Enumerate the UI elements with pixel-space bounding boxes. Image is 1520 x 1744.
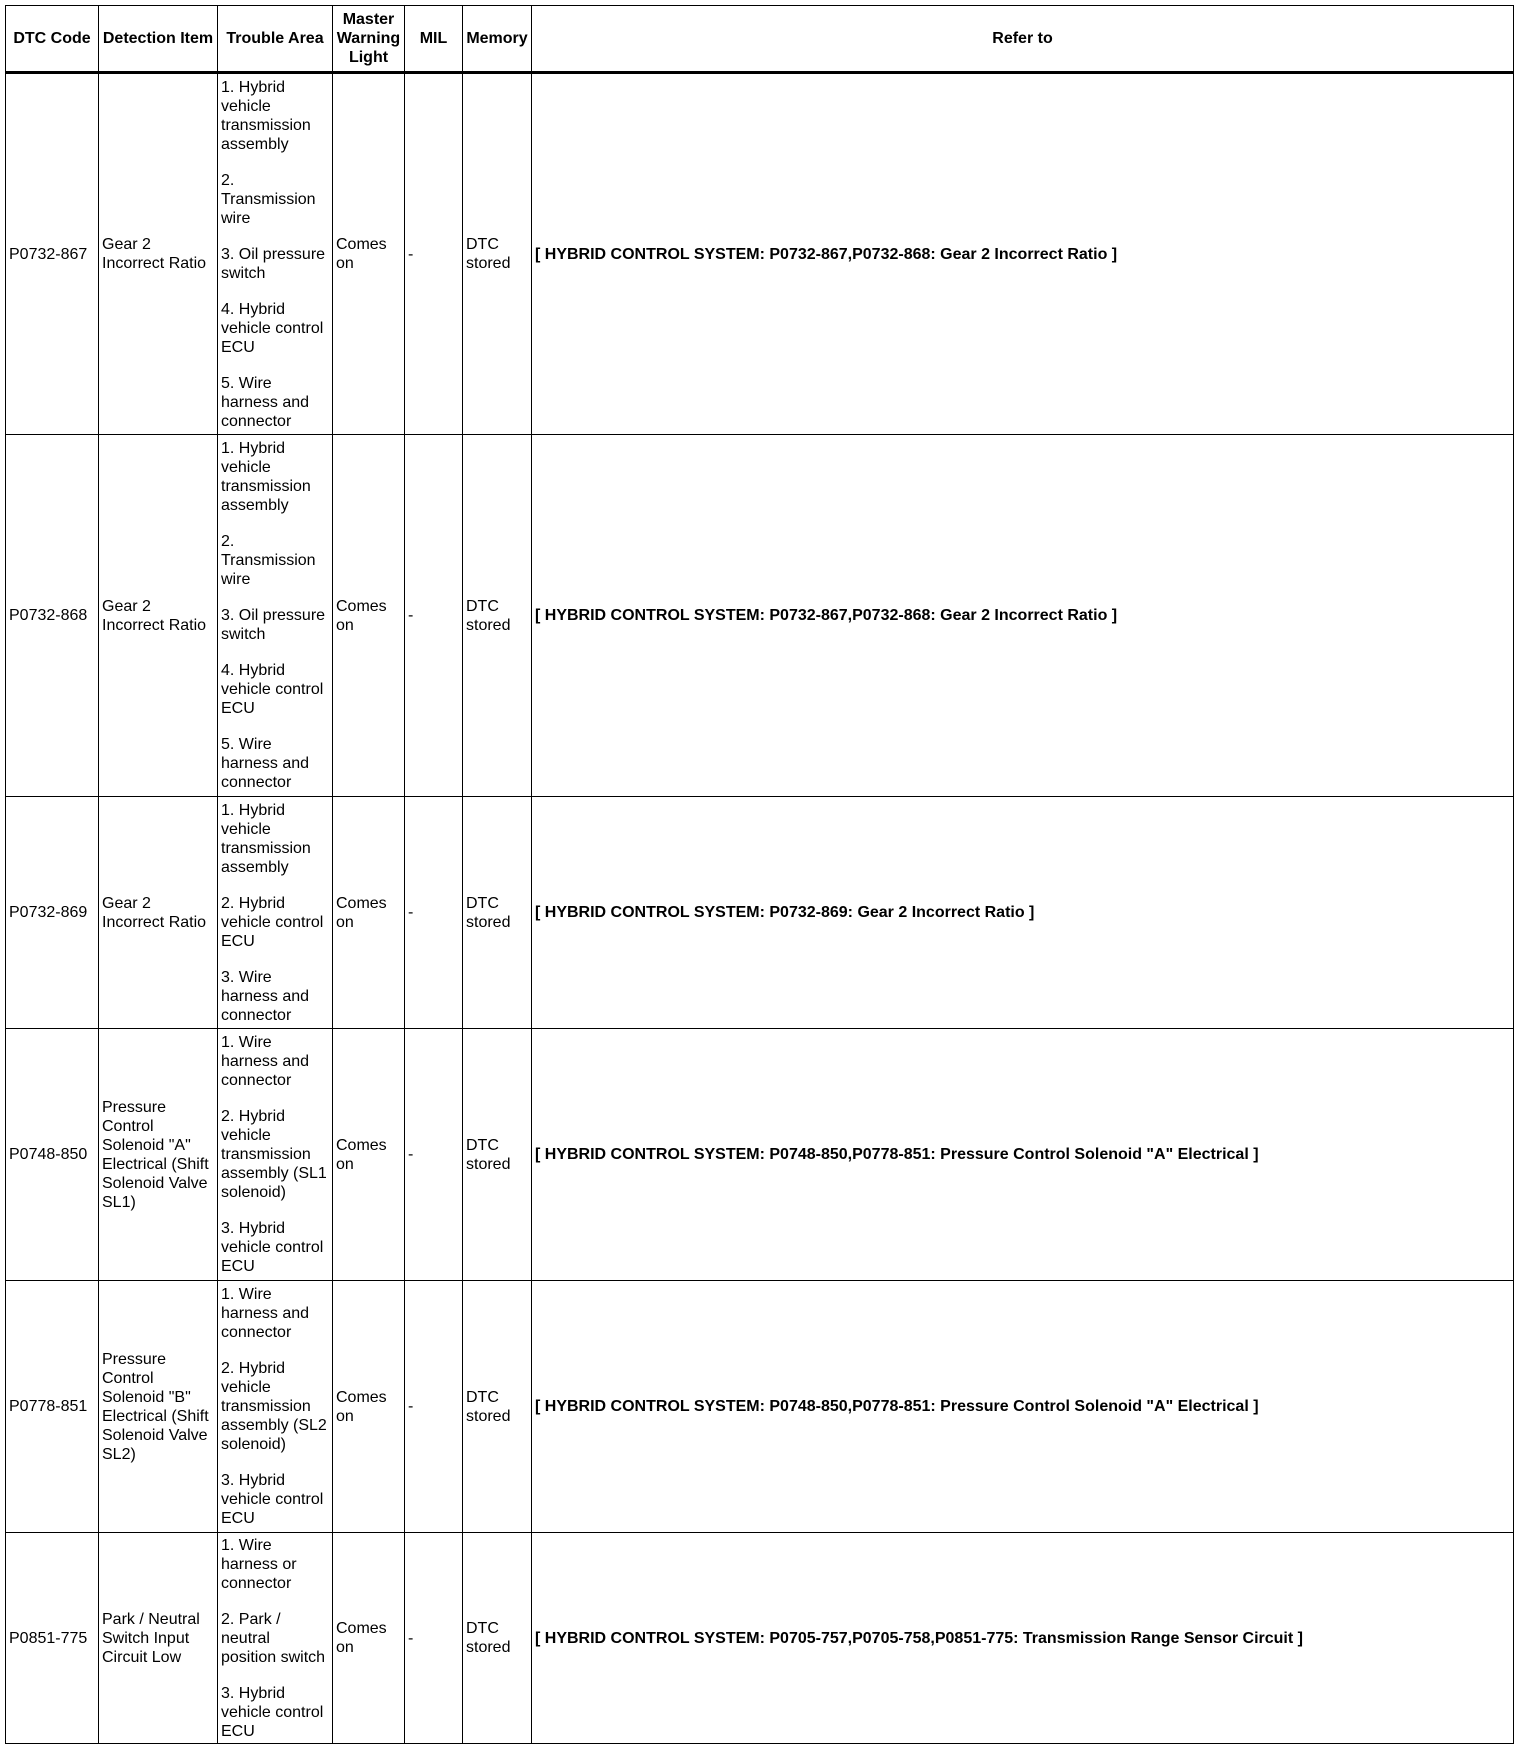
trouble-area-item: 3. Oil pressure switch bbox=[221, 245, 326, 282]
trouble-area-list bbox=[221, 1033, 329, 1276]
header-master-warning-light: Master Warning Light bbox=[333, 6, 405, 73]
trouble-area-item: 5. Wire harness and connector bbox=[221, 374, 310, 430]
trouble-area-cell bbox=[218, 435, 333, 797]
trouble-area-list bbox=[221, 1285, 329, 1528]
refer-link[interactable]: [ HYBRID CONTROL SYSTEM: P0748-850,P0778-851: Pressure Control Solenoid "A" Electrical ] bbox=[532, 1281, 1514, 1533]
trouble-area-item: 1. Hybrid vehicle transmission assembly bbox=[221, 801, 311, 876]
trouble-area-item: 2. Park / neutral position switch bbox=[221, 1610, 326, 1666]
dtc-code-cell: P0748-850 bbox=[6, 1029, 99, 1281]
mil-cell: - bbox=[405, 73, 463, 435]
trouble-area-item: 3. Wire harness and connector bbox=[221, 968, 310, 1024]
trouble-area-item: 3. Hybrid vehicle control ECU bbox=[221, 1472, 324, 1527]
detection-item-cell: Pressure Control Solenoid "B" Electrical (Shift Solenoid Valve SL2) bbox=[99, 1281, 218, 1533]
master-warning-light-cell: Comes on bbox=[333, 1281, 405, 1533]
trouble-area-item: 4. Hybrid vehicle control ECU bbox=[221, 662, 324, 717]
memory-cell: DTC stored bbox=[463, 1029, 532, 1281]
trouble-area-list bbox=[221, 78, 329, 431]
table-row bbox=[6, 1281, 1514, 1533]
mil-cell: - bbox=[405, 797, 463, 1029]
master-warning-light-cell: Comes on bbox=[333, 797, 405, 1029]
trouble-area-item: 1. Wire harness or connector bbox=[221, 1536, 297, 1592]
dtc-code-cell: P0851-775 bbox=[6, 1533, 99, 1744]
header-trouble-area: Trouble Area bbox=[218, 6, 333, 73]
table-row bbox=[6, 1029, 1514, 1281]
table-row bbox=[6, 1533, 1514, 1744]
memory-cell: DTC stored bbox=[463, 435, 532, 797]
dtc-table bbox=[5, 5, 1514, 1744]
mil-cell: - bbox=[405, 1029, 463, 1281]
detection-item-cell: Gear 2 Incorrect Ratio bbox=[99, 73, 218, 435]
trouble-area-item: 3. Hybrid vehicle control ECU bbox=[221, 1220, 324, 1275]
header-dtc-code: DTC Code bbox=[6, 6, 99, 73]
trouble-area-item: 2. Hybrid vehicle transmission assembly (SL1 solenoid) bbox=[221, 1108, 327, 1201]
trouble-area-cell bbox=[218, 1533, 333, 1744]
header-detection-item: Detection Item bbox=[99, 6, 218, 73]
trouble-area-item: 1. Wire harness and connector bbox=[221, 1286, 310, 1341]
trouble-area-item: 1. Wire harness and connector bbox=[221, 1034, 310, 1089]
memory-cell: DTC stored bbox=[463, 1533, 532, 1744]
header-row bbox=[6, 6, 1514, 73]
trouble-area-list bbox=[221, 1536, 329, 1741]
table-row bbox=[6, 73, 1514, 435]
trouble-area-item: 2. Hybrid vehicle control ECU bbox=[221, 894, 324, 950]
dtc-code-cell: P0732-867 bbox=[6, 73, 99, 435]
master-warning-light-cell: Comes on bbox=[333, 1029, 405, 1281]
refer-link[interactable]: [ HYBRID CONTROL SYSTEM: P0732-867,P0732-868: Gear 2 Incorrect Ratio ] bbox=[532, 435, 1514, 797]
master-warning-light-cell: Comes on bbox=[333, 73, 405, 435]
table-row bbox=[6, 435, 1514, 797]
master-warning-light-cell: Comes on bbox=[333, 1533, 405, 1744]
detection-item-cell: Park / Neutral Switch Input Circuit Low bbox=[99, 1533, 218, 1744]
trouble-area-cell bbox=[218, 73, 333, 435]
header-mil: MIL bbox=[405, 6, 463, 73]
trouble-area-cell bbox=[218, 1029, 333, 1281]
header-memory: Memory bbox=[463, 6, 532, 73]
master-warning-light-cell: Comes on bbox=[333, 435, 405, 797]
refer-link[interactable]: [ HYBRID CONTROL SYSTEM: P0705-757,P0705-758,P0851-775: Transmission Range Sensor Circuit ] bbox=[532, 1533, 1514, 1744]
trouble-area-item: 1. Hybrid vehicle transmission assembly bbox=[221, 440, 311, 514]
trouble-area-cell bbox=[218, 797, 333, 1029]
trouble-area-item: 2. Transmission wire bbox=[221, 171, 316, 227]
dtc-code-cell: P0732-868 bbox=[6, 435, 99, 797]
memory-cell: DTC stored bbox=[463, 73, 532, 435]
header-refer-to: Refer to bbox=[532, 6, 1514, 73]
detection-item-cell: Gear 2 Incorrect Ratio bbox=[99, 797, 218, 1029]
trouble-area-item: 2. Transmission wire bbox=[221, 533, 316, 588]
table-row bbox=[6, 797, 1514, 1029]
trouble-area-item: 4. Hybrid vehicle control ECU bbox=[221, 300, 324, 356]
trouble-area-item: 1. Hybrid vehicle transmission assembly bbox=[221, 78, 311, 153]
refer-link[interactable]: [ HYBRID CONTROL SYSTEM: P0732-867,P0732-868: Gear 2 Incorrect Ratio ] bbox=[532, 73, 1514, 435]
detection-item-cell: Gear 2 Incorrect Ratio bbox=[99, 435, 218, 797]
trouble-area-item: 3. Hybrid vehicle control ECU bbox=[221, 1684, 324, 1740]
mil-cell: - bbox=[405, 1533, 463, 1744]
mil-cell: - bbox=[405, 1281, 463, 1533]
trouble-area-list bbox=[221, 439, 329, 792]
trouble-area-item: 5. Wire harness and connector bbox=[221, 736, 310, 791]
trouble-area-item: 2. Hybrid vehicle transmission assembly (SL2 solenoid) bbox=[221, 1360, 327, 1453]
detection-item-cell: Pressure Control Solenoid "A" Electrical (Shift Solenoid Valve SL1) bbox=[99, 1029, 218, 1281]
mil-cell: - bbox=[405, 435, 463, 797]
memory-cell: DTC stored bbox=[463, 1281, 532, 1533]
trouble-area-list bbox=[221, 801, 329, 1025]
trouble-area-item: 3. Oil pressure switch bbox=[221, 607, 326, 643]
dtc-code-cell: P0732-869 bbox=[6, 797, 99, 1029]
trouble-area-cell bbox=[218, 1281, 333, 1533]
memory-cell: DTC stored bbox=[463, 797, 532, 1029]
refer-link[interactable]: [ HYBRID CONTROL SYSTEM: P0732-869: Gear 2 Incorrect Ratio ] bbox=[532, 797, 1514, 1029]
refer-link[interactable]: [ HYBRID CONTROL SYSTEM: P0748-850,P0778-851: Pressure Control Solenoid "A" Electrical ] bbox=[532, 1029, 1514, 1281]
dtc-code-cell: P0778-851 bbox=[6, 1281, 99, 1533]
